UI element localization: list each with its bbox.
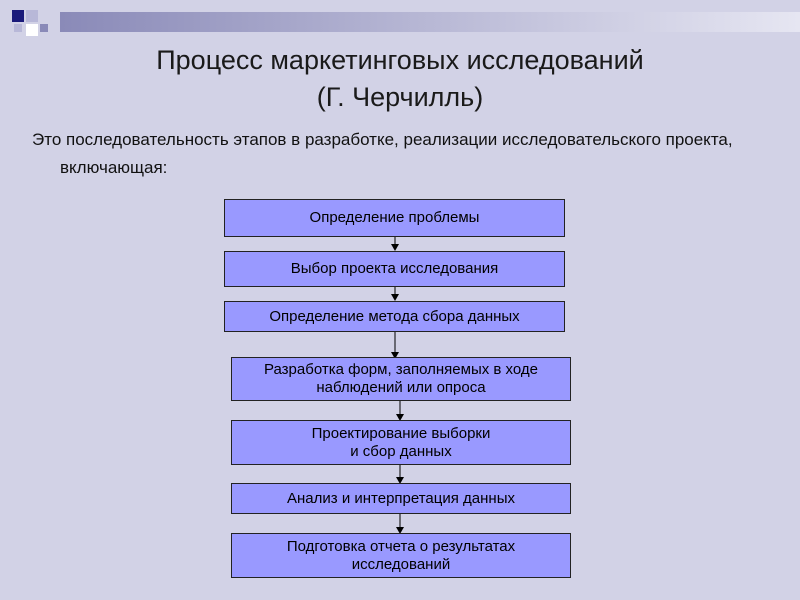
deco-square-small <box>40 24 48 32</box>
page-title <box>0 42 800 116</box>
step-define-problem <box>224 199 565 237</box>
deco-square-light <box>26 24 38 36</box>
deco-square-mid <box>26 10 38 22</box>
step-design-forms <box>231 357 571 401</box>
step-data-collection-method <box>224 301 565 332</box>
title-line-1: Процесс маркетинговых исследований <box>156 45 644 75</box>
step-analysis <box>231 483 571 514</box>
step-report <box>231 533 571 578</box>
header-bar <box>60 12 800 32</box>
step-sampling <box>231 420 571 465</box>
step-5-line-2: и сбор данных <box>350 442 452 460</box>
step-choose-design <box>224 251 565 287</box>
step-3-line-1: Определение метода сбора данных <box>269 307 520 325</box>
intro-text: Это последовательность этапов в разработке, реализации исследовательского проекта, включающая: <box>32 130 733 177</box>
title-line-2: (Г. Черчилль) <box>316 82 484 112</box>
header-decoration <box>0 0 800 48</box>
deco-square-small-2 <box>14 24 22 32</box>
arrowhead-1 <box>391 244 399 251</box>
step-4-line-2: наблюдений или опроса <box>316 379 486 396</box>
step-5-line-1: Проектирование выборки <box>311 424 491 442</box>
deco-square-dark <box>12 10 24 22</box>
step-4-line-1: Разработка форм, заполняемых в ходе <box>264 361 538 378</box>
arrowhead-2 <box>391 294 399 301</box>
step-6-line-1: Анализ и интерпретация данных <box>287 489 515 507</box>
step-7-line-1: Подготовка отчета о результатах <box>286 537 516 555</box>
step-7-line-2: исследований <box>351 555 451 573</box>
step-1-line-1: Определение проблемы <box>309 209 480 226</box>
step-2-line-1: Выбор проекта исследования <box>290 260 499 277</box>
